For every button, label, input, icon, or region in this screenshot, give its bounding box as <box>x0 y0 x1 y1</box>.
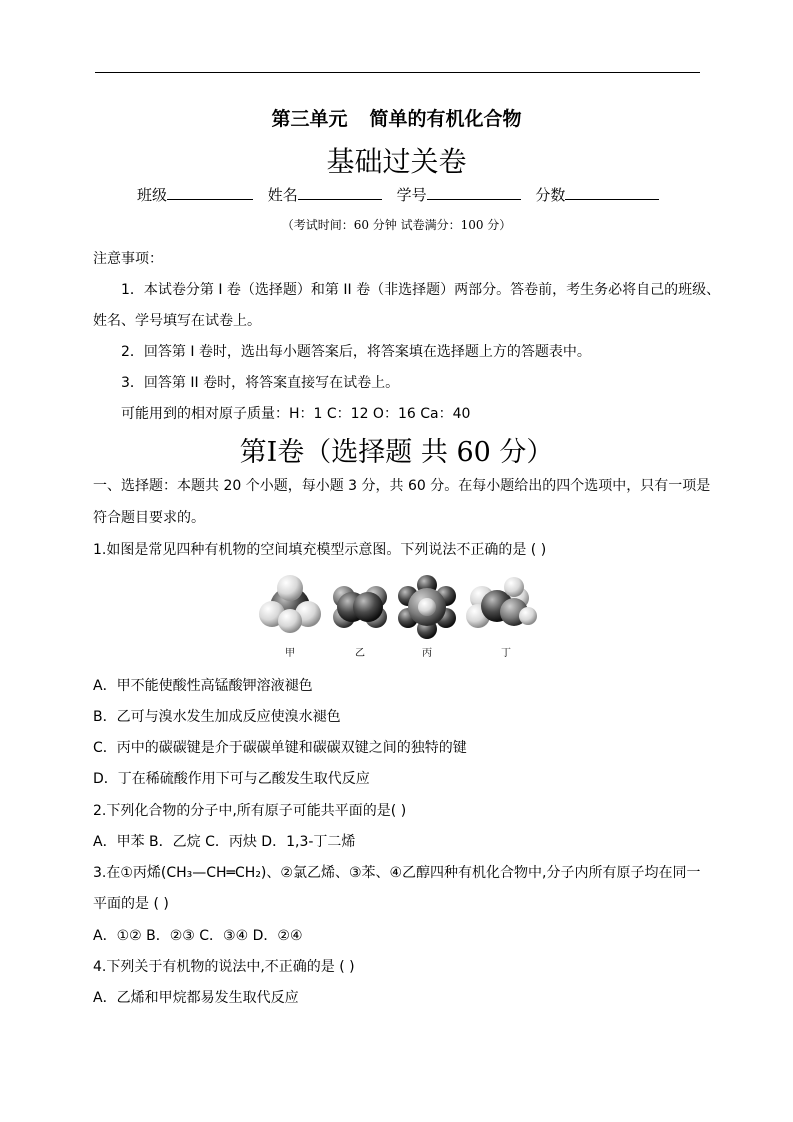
atomic-masses: 可能用到的相对原子质量：H：1 C：12 O：16 Ca：40 <box>121 406 471 422</box>
molecule-models-svg <box>252 572 542 642</box>
unit-title <box>0 104 793 131</box>
exam-info: （考试时间：60 分钟 试卷满分：100 分） <box>281 218 512 232</box>
notice-item-1a: 1．本试卷分第 I 卷（选择题）和第 II 卷（非选择题）两部分。答卷前，考生务必将自己的班级、 <box>121 282 721 298</box>
ethylene-model <box>333 586 387 628</box>
name-label: 姓名 <box>267 186 298 204</box>
q2-stem: 2.下列化合物的分子中,所有原子可能共平面的是( ) <box>93 803 407 819</box>
q1-option-a: A．甲不能使酸性高锰酸钾溶液褪色 <box>93 678 313 694</box>
model-label-jia: 甲 <box>285 648 295 659</box>
id-blank[interactable] <box>427 185 521 200</box>
name-blank[interactable] <box>298 185 382 200</box>
model-label-yi: 乙 <box>355 648 365 659</box>
q4-option-a: A．乙烯和甲烷都易发生取代反应 <box>93 990 299 1006</box>
score-label: 分数 <box>535 186 566 204</box>
section-1-intro-b: 符合题目要求的。 <box>93 510 205 526</box>
notice-item-3: 3．回答第 II 卷时，将答案直接写在试卷上。 <box>121 375 400 391</box>
q4-stem: 4.下列关于有机物的说法中,不正确的是 ( ) <box>93 959 355 975</box>
q1-stem: 1.如图是常见四种有机物的空间填充模型示意图。下列说法不正确的是 ( ) <box>93 542 547 558</box>
section-1-intro-a: 一、选择题：本题共 20 个小题，每小题 3 分，共 60 分。在每小题给出的四个选项中，只有一项是 <box>93 478 711 494</box>
q3-stem-b: 平面的是 ( ) <box>93 896 169 912</box>
q1-option-c: C．丙中的碳碳键是介于碳碳单键和碳碳双键之间的独特的键 <box>93 740 467 756</box>
exam-title: 基础过关卷 <box>326 145 467 178</box>
molecule-models-figure <box>252 572 542 662</box>
unit-topic: 简单的有机化合物 <box>369 108 522 130</box>
q3-options: A．①② B．②③ C．③④ D．②④ <box>93 928 303 944</box>
q3-stem-a: 3.在①丙烯(CH₃—CH═CH₂)、②氯乙烯、③苯、④乙醇四种有机化合物中,分子内所有原子均在同一 <box>93 865 701 881</box>
methane-model <box>259 575 321 633</box>
id-label: 学号 <box>396 186 427 204</box>
ethanol-model <box>466 577 537 628</box>
notice-heading: 注意事项： <box>93 251 163 267</box>
student-info-row <box>137 184 669 205</box>
q2-options: A．甲苯 B．乙烷 C．丙炔 D．1,3-丁二烯 <box>93 834 356 850</box>
notice-item-1b: 姓名、学号填写在试卷上。 <box>93 313 261 329</box>
q1-option-b: B．乙可与溴水发生加成反应使溴水褪色 <box>93 709 341 725</box>
score-blank[interactable] <box>565 185 659 200</box>
notice-item-2: 2．回答第 I 卷时，选出每小题答案后，将答案填在选择题上方的答题表中。 <box>121 344 591 360</box>
header-rule <box>95 72 700 73</box>
model-label-ding: 丁 <box>501 648 511 659</box>
section-1-title: 第I卷（选择题 共 60 分） <box>239 437 554 468</box>
benzene-model <box>398 575 456 639</box>
model-label-bing: 丙 <box>422 648 432 659</box>
unit-number: 第三单元 <box>271 108 348 130</box>
class-blank[interactable] <box>167 185 253 200</box>
q1-option-d: D．丁在稀硫酸作用下可与乙酸发生取代反应 <box>93 771 370 787</box>
class-label: 班级 <box>137 186 168 204</box>
